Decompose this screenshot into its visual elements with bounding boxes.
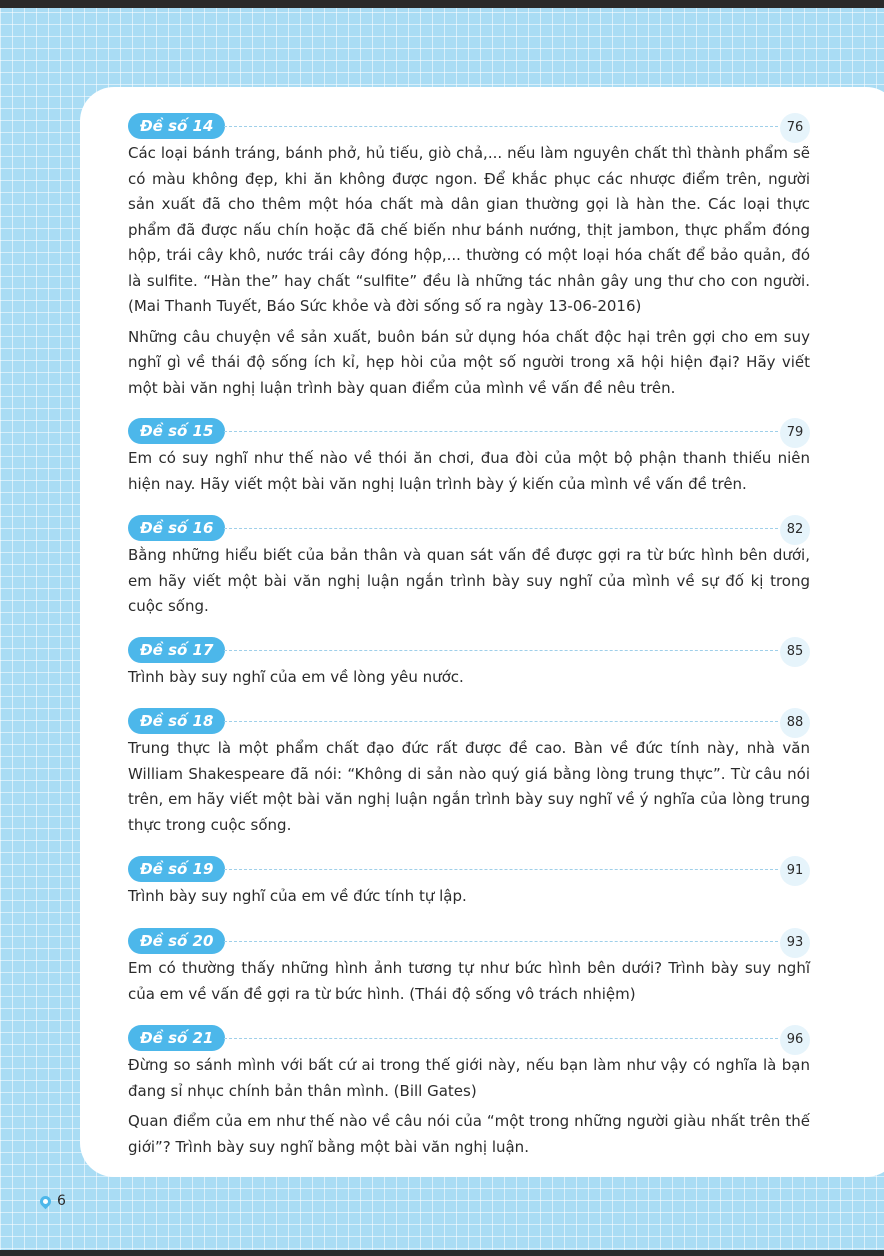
- entry-paragraph: Em có thường thấy những hình ảnh tương tự như bức hình bên dưới? Trình bày suy nghĩ của em về vấn đề gợi ra từ bức hình. (Thái độ sống vô trách nhiệm): [128, 959, 810, 1003]
- dotted-leader: [224, 528, 778, 529]
- entry-de-so-18: [128, 708, 810, 838]
- dotted-leader: [224, 721, 778, 722]
- entry-header: [128, 856, 810, 884]
- entry-paragraph: Những câu chuyện về sản xuất, buôn bán sử dụng hóa chất độc hại trên gợi cho em suy nghĩ gì về thái độ sống ích kỉ, hẹp hòi của một số người trong xã hội hiện đại? Hãy viết một bài văn nghị luận trình bày quan điểm của mình về vấn đề nêu trên.: [128, 327, 810, 397]
- entry-page-number: 91: [780, 856, 810, 886]
- entry-paragraph: Trung thực là một phẩm chất đạo đức rất được đề cao. Bàn về đức tính này, nhà văn William Shakespeare đã nói: “Không di sản nào quý giá bằng lòng trung thực”. Từ câu nói trên, em hãy viết một bài văn nghị luận ngắn trình bày suy nghĩ về ý nghĩa của lòng trung thực trong cuộc sống.: [128, 739, 810, 834]
- entry-paragraph: Trình bày suy nghĩ của em về đức tính tự lập.: [128, 887, 467, 905]
- page-number: 6: [57, 1193, 66, 1209]
- entry-header: [128, 708, 810, 736]
- entry-page-number: 76: [780, 113, 810, 143]
- entry-page-number: 79: [780, 418, 810, 448]
- entry-de-so-19: [128, 856, 810, 910]
- entry-header: [128, 1025, 810, 1053]
- entry-paragraph: Đừng so sánh mình với bất cứ ai trong thế giới này, nếu bạn làm như vậy có nghĩa là bạn đang sỉ nhục chính bản thân mình. (Bill Gates): [128, 1056, 810, 1100]
- dotted-leader: [224, 1038, 778, 1039]
- entry-header: [128, 418, 810, 446]
- entry-page-number: 96: [780, 1025, 810, 1055]
- entry-label: Đề số 14: [128, 113, 225, 139]
- entry-header: [128, 928, 810, 956]
- location-pin-icon: [38, 1193, 54, 1209]
- dotted-leader: [224, 869, 778, 870]
- page-footer: [40, 1189, 66, 1213]
- entry-page-number: 93: [780, 928, 810, 958]
- bottom-border: [0, 1250, 884, 1256]
- entry-page-number: 88: [780, 708, 810, 738]
- dotted-leader: [224, 650, 778, 651]
- entry-label: Đề số 17: [128, 637, 225, 663]
- top-border: [0, 0, 884, 8]
- entry-label: Đề số 19: [128, 856, 225, 882]
- entry-page-number: 82: [780, 515, 810, 545]
- entry-paragraph: Trình bày suy nghĩ của em về lòng yêu nước.: [128, 668, 464, 686]
- entry-de-so-16: [128, 515, 810, 620]
- dotted-leader: [224, 431, 778, 432]
- entry-de-so-17: [128, 637, 810, 691]
- entry-de-so-20: [128, 928, 810, 1007]
- entry-paragraph: Các loại bánh tráng, bánh phở, hủ tiếu, giò chả,... nếu làm nguyên chất thì thành phẩm sẽ có màu không đẹp, khi ăn không được ngon. Để khắc phục các nhược điểm trên, người sản xuất đã cho thêm một hóa chất mà dân gian thường gọi là hàn the. Các loại thực phẩm đã được nấu chín hoặc đã chế biến như bánh nướng, thịt jambon, thực phẩm đóng hộp, trái cây khô, nước trái cây đóng hộp,... thường có một loại hóa chất để bảo quản, đó là sulfite. “Hàn the” hay chất “sulfite” đều là những tác nhân gây ung thư cho con người. (Mai Thanh Tuyết, Báo Sức khỏe và đời sống số ra ngày 13-06-2016): [128, 144, 810, 315]
- dotted-leader: [224, 126, 778, 127]
- entry-label: Đề số 15: [128, 418, 225, 444]
- entry-label: Đề số 16: [128, 515, 225, 541]
- entry-label: Đề số 18: [128, 708, 225, 734]
- entry-label: Đề số 20: [128, 928, 225, 954]
- entry-de-so-15: [128, 418, 810, 497]
- entry-header: [128, 515, 810, 543]
- entry-label: Đề số 21: [128, 1025, 225, 1051]
- dotted-leader: [224, 941, 778, 942]
- entry-de-so-14: [128, 113, 810, 401]
- entry-paragraph: Quan điểm của em như thế nào về câu nói của “một trong những người giàu nhất trên thế giới”? Trình bày suy nghĩ bằng một bài văn nghị luận.: [128, 1112, 810, 1156]
- entry-header: [128, 113, 810, 141]
- entry-de-so-21: [128, 1025, 810, 1160]
- entry-paragraph: Bằng những hiểu biết của bản thân và quan sát vấn đề được gợi ra từ bức hình bên dưới, em hãy viết một bài văn nghị luận ngắn trình bày suy nghĩ của mình về sự đố kị trong cuộc sống.: [128, 546, 810, 615]
- entry-header: [128, 637, 810, 665]
- entry-paragraph: Em có suy nghĩ như thế nào về thói ăn chơi, đua đòi của một bộ phận thanh thiếu niên hiện nay. Hãy viết một bài văn nghị luận trình bày ý kiến của mình về vấn đề trên.: [128, 449, 810, 493]
- entry-page-number: 85: [780, 637, 810, 667]
